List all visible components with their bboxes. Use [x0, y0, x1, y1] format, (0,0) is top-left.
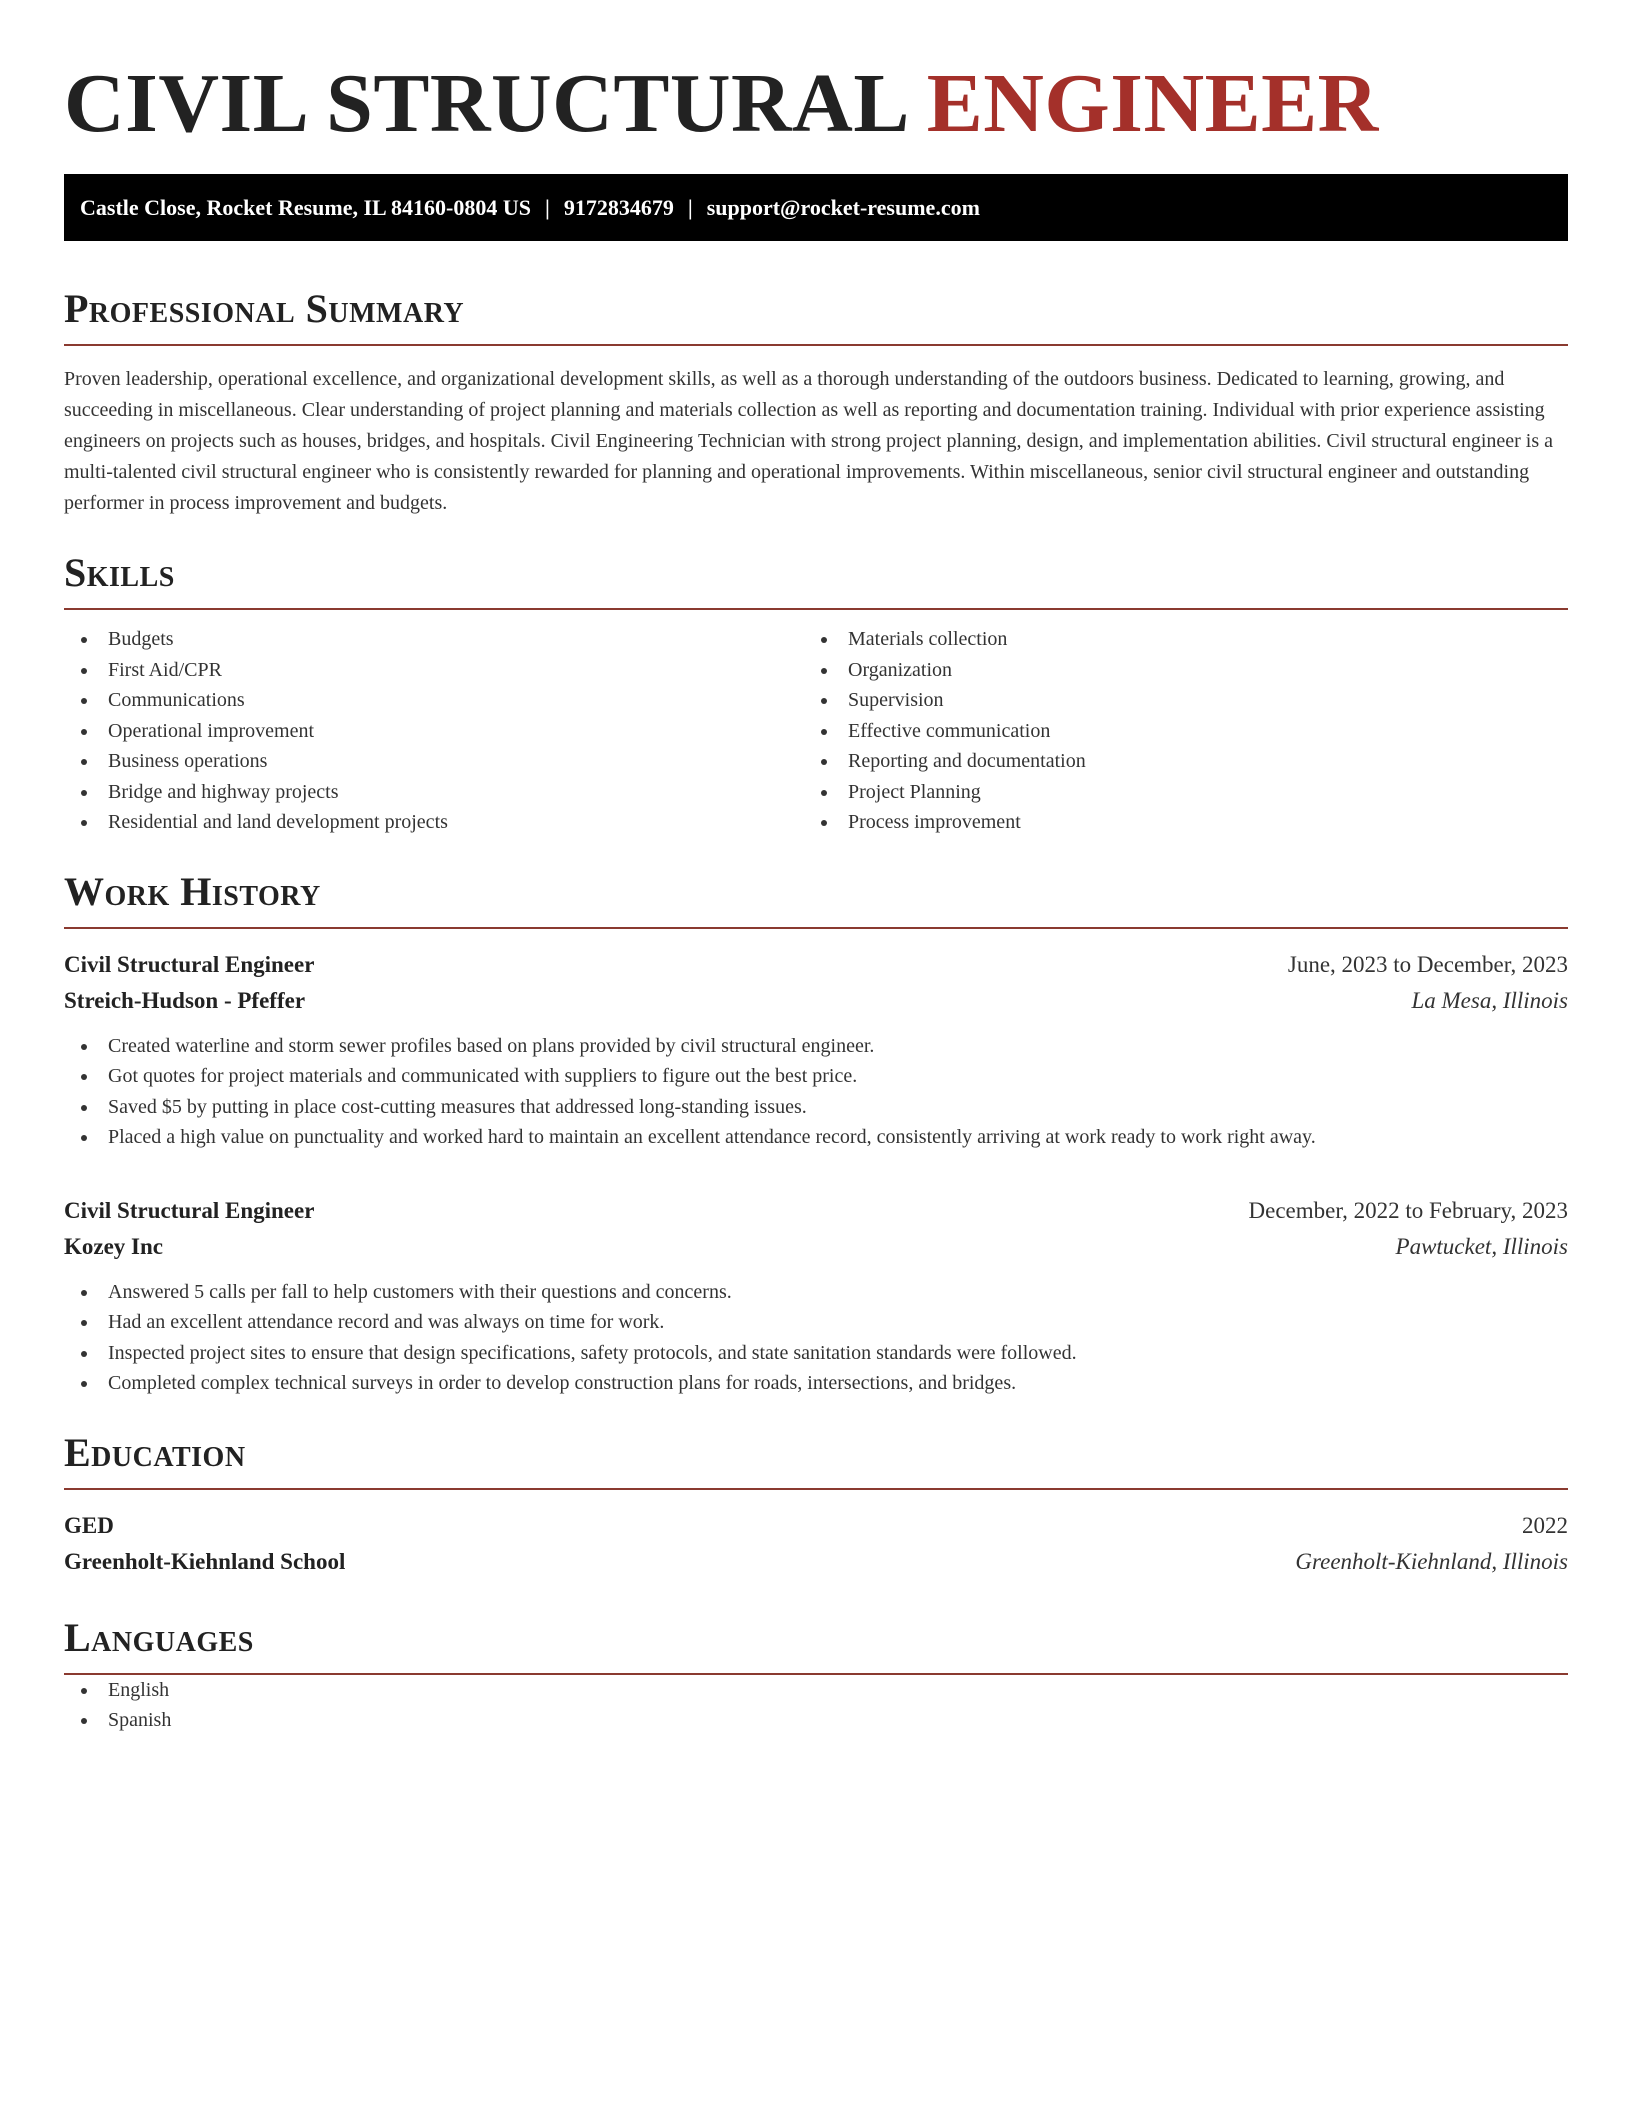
section-divider — [64, 344, 1568, 346]
contact-email: support@rocket-resume.com — [706, 195, 980, 220]
skill-item: Residential and land development projects — [64, 807, 804, 838]
job-bullets — [64, 1031, 1568, 1153]
skill-item: Organization — [804, 655, 1544, 686]
job-entry — [64, 947, 1568, 1153]
name-first: CIVIL STRUCTURAL — [64, 57, 906, 150]
education-degree: GED — [64, 1512, 114, 1538]
job-header-row — [64, 947, 1568, 983]
contact-separator: | — [544, 195, 550, 220]
section-divider — [64, 1488, 1568, 1490]
skill-item: First Aid/CPR — [64, 655, 804, 686]
education-year: 2022 — [1522, 1512, 1568, 1538]
job-title: Civil Structural Engineer — [64, 1197, 315, 1223]
languages-list — [64, 1675, 1568, 1736]
summary-heading: Professional Summary — [64, 286, 465, 331]
candidate-name — [64, 0, 1568, 150]
job-dates: December, 2022 to February, 2023 — [1248, 1197, 1568, 1223]
job-bullet: Got quotes for project materials and communicated with suppliers to figure out the best price. — [64, 1061, 1568, 1092]
education-school-row — [64, 1544, 1568, 1580]
skills-heading: Skills — [64, 550, 175, 595]
job-bullet: Created waterline and storm sewer profiles based on plans provided by civil structural engineer. — [64, 1031, 1568, 1062]
job-bullet: Completed complex technical surveys in order to develop construction plans for roads, intersections, and bridges. — [64, 1368, 1568, 1399]
section-divider — [64, 608, 1568, 610]
contact-bar — [64, 174, 1568, 241]
job-bullet: Answered 5 calls per fall to help customers with their questions and concerns. — [64, 1277, 1568, 1308]
skill-item: Project Planning — [804, 777, 1544, 808]
skill-item: Effective communication — [804, 716, 1544, 747]
job-dates: June, 2023 to December, 2023 — [1287, 951, 1568, 977]
education-location: Greenholt-Kiehnland, Illinois — [1295, 1548, 1568, 1574]
skills-grid — [64, 624, 1568, 838]
job-company-row — [64, 1229, 1568, 1265]
skill-item: Operational improvement — [64, 716, 804, 747]
job-company-row — [64, 983, 1568, 1019]
skill-item: Communications — [64, 685, 804, 716]
name-last: ENGINEER — [926, 57, 1379, 150]
education-heading: Education — [64, 1429, 246, 1475]
section-divider — [64, 927, 1568, 929]
education-degree-row — [64, 1508, 1568, 1544]
skill-item: Process improvement — [804, 807, 1544, 838]
skills-column-left — [64, 624, 804, 838]
job-bullets — [64, 1277, 1568, 1399]
contact-phone: 9172834679 — [563, 195, 674, 220]
skill-item: Reporting and documentation — [804, 746, 1544, 777]
languages-heading: Languages — [64, 1614, 254, 1660]
skill-item: Business operations — [64, 746, 804, 777]
language-item: English — [64, 1675, 1568, 1706]
contact-address: Castle Close, Rocket Resume, IL 84160-0804 US — [80, 195, 531, 220]
skill-item: Budgets — [64, 624, 804, 655]
contact-separator: | — [687, 195, 693, 220]
work-history-heading: Work History — [64, 868, 321, 914]
job-entry — [64, 1193, 1568, 1399]
job-title: Civil Structural Engineer — [64, 951, 315, 977]
skill-item: Bridge and highway projects — [64, 777, 804, 808]
skill-item: Materials collection — [804, 624, 1544, 655]
resume-page — [64, 0, 1568, 1736]
skill-item: Supervision — [804, 685, 1544, 716]
job-bullet: Had an excellent attendance record and was always on time for work. — [64, 1307, 1568, 1338]
education-school: Greenholt-Kiehnland School — [64, 1548, 346, 1574]
job-location: La Mesa, Illinois — [1411, 987, 1568, 1013]
skills-column-right — [804, 624, 1544, 838]
job-bullet: Inspected project sites to ensure that design specifications, safety protocols, and state sanitation standards were followed. — [64, 1338, 1568, 1369]
summary-text: Proven leadership, operational excellence, and organizational development skills, as well as a thorough understanding of the outdoors business. Dedicated to learning, growing, and succeeding in miscellaneous. Clear understanding of project planning and materials collection as well as reporting and documentation training. Individual with prior experience assisting engineers on projects such as houses, bridges, and hospitals. Civil Engineering Technician with strong project planning, design, and implementation abilities. Civil structural engineer is a multi-talented civil structural engineer who is consistently rewarded for planning and operational improvements. Within miscellaneous, senior civil structural engineer and outstanding performer in process improvement and budgets. — [64, 368, 1554, 514]
job-company: Kozey Inc — [64, 1233, 164, 1259]
language-item: Spanish — [64, 1705, 1568, 1736]
job-bullet: Placed a high value on punctuality and worked hard to maintain an excellent attendance record, consistently arriving at work ready to work right away. — [64, 1122, 1568, 1153]
education-entry — [64, 1508, 1568, 1580]
job-header-row — [64, 1193, 1568, 1229]
job-location: Pawtucket, Illinois — [1395, 1233, 1568, 1259]
job-company: Streich-Hudson - Pfeffer — [64, 987, 306, 1013]
job-bullet: Saved $5 by putting in place cost-cutting measures that addressed long-standing issues. — [64, 1092, 1568, 1123]
